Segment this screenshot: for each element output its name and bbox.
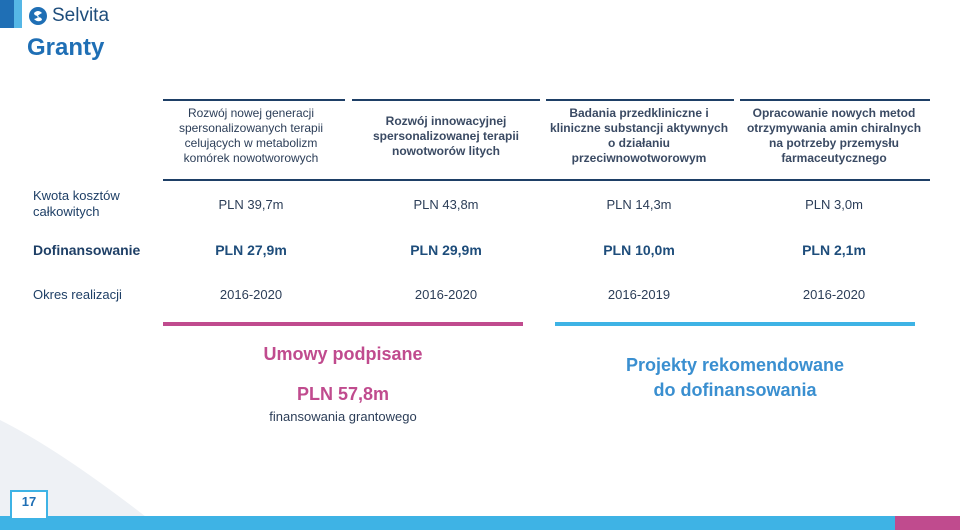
signed-caption: finansowania grantowego: [269, 409, 417, 424]
column-rule-top-1: [163, 99, 345, 101]
table-cell: PLN 29,9m: [410, 242, 482, 258]
column-header-1: Rozwój nowej generacji spersonalizowanych terapii celujących w metabolizm komórek nowotworowych: [178, 106, 324, 165]
table-cell: PLN 43,8m: [413, 197, 479, 212]
brand-bar-light: [14, 0, 22, 28]
footer-bar-blue: [0, 516, 895, 530]
logo: [28, 4, 109, 28]
table-cell: PLN 39,7m: [218, 197, 284, 212]
row-label-co-financing: Dofinansowanie: [33, 242, 141, 258]
column-header-2: Rozwój innowacyjnej spersonalizowanej terapii nowotworów litych: [372, 113, 520, 158]
recommended-line-2: do dofinansowania: [653, 380, 817, 400]
signed-accent-bar: [163, 322, 523, 326]
column-header-4: Opracowanie nowych metod otrzymywania amin chiralnych na potrzeby przemysłu farmaceutycznego: [746, 106, 922, 165]
selvita-logo-icon: [28, 6, 48, 26]
table-cell: PLN 2,1m: [802, 242, 866, 258]
recommended-accent-bar: [555, 322, 915, 326]
table-cell: 2016-2020: [802, 287, 866, 302]
column-rule-top-3: [546, 99, 734, 101]
column-rule-top-2: [352, 99, 540, 101]
brand-name: Selvita: [52, 5, 110, 26]
footer-bar-pink: [895, 516, 960, 530]
row-label-total-cost: Kwota kosztów całkowitych: [33, 188, 120, 219]
table-cell: 2016-2019: [607, 287, 671, 302]
column-header-3: Badania przedkliniczne i kliniczne substancji aktywnych o działaniu przeciwnowotworowym: [549, 106, 729, 165]
column-rule-top-4: [740, 99, 930, 101]
table-cell: PLN 3,0m: [805, 197, 863, 212]
table-cell: PLN 10,0m: [603, 242, 675, 258]
table-cell: 2016-2020: [219, 287, 283, 302]
signed-title: Umowy podpisane: [263, 344, 423, 364]
brand-bar-dark: [0, 0, 14, 28]
table-cell: 2016-2020: [414, 287, 478, 302]
page-number: 17: [21, 494, 37, 509]
row-label-period: Okres realizacji: [33, 287, 122, 302]
signed-amount: PLN 57,8m: [296, 384, 390, 404]
recommended-line-1: Projekty rekomendowane: [625, 355, 845, 375]
page-title: Granty: [27, 34, 105, 61]
table-cell: PLN 27,9m: [215, 242, 287, 258]
table-cell: PLN 14,3m: [606, 197, 672, 212]
header-rule-bottom: [163, 179, 930, 181]
